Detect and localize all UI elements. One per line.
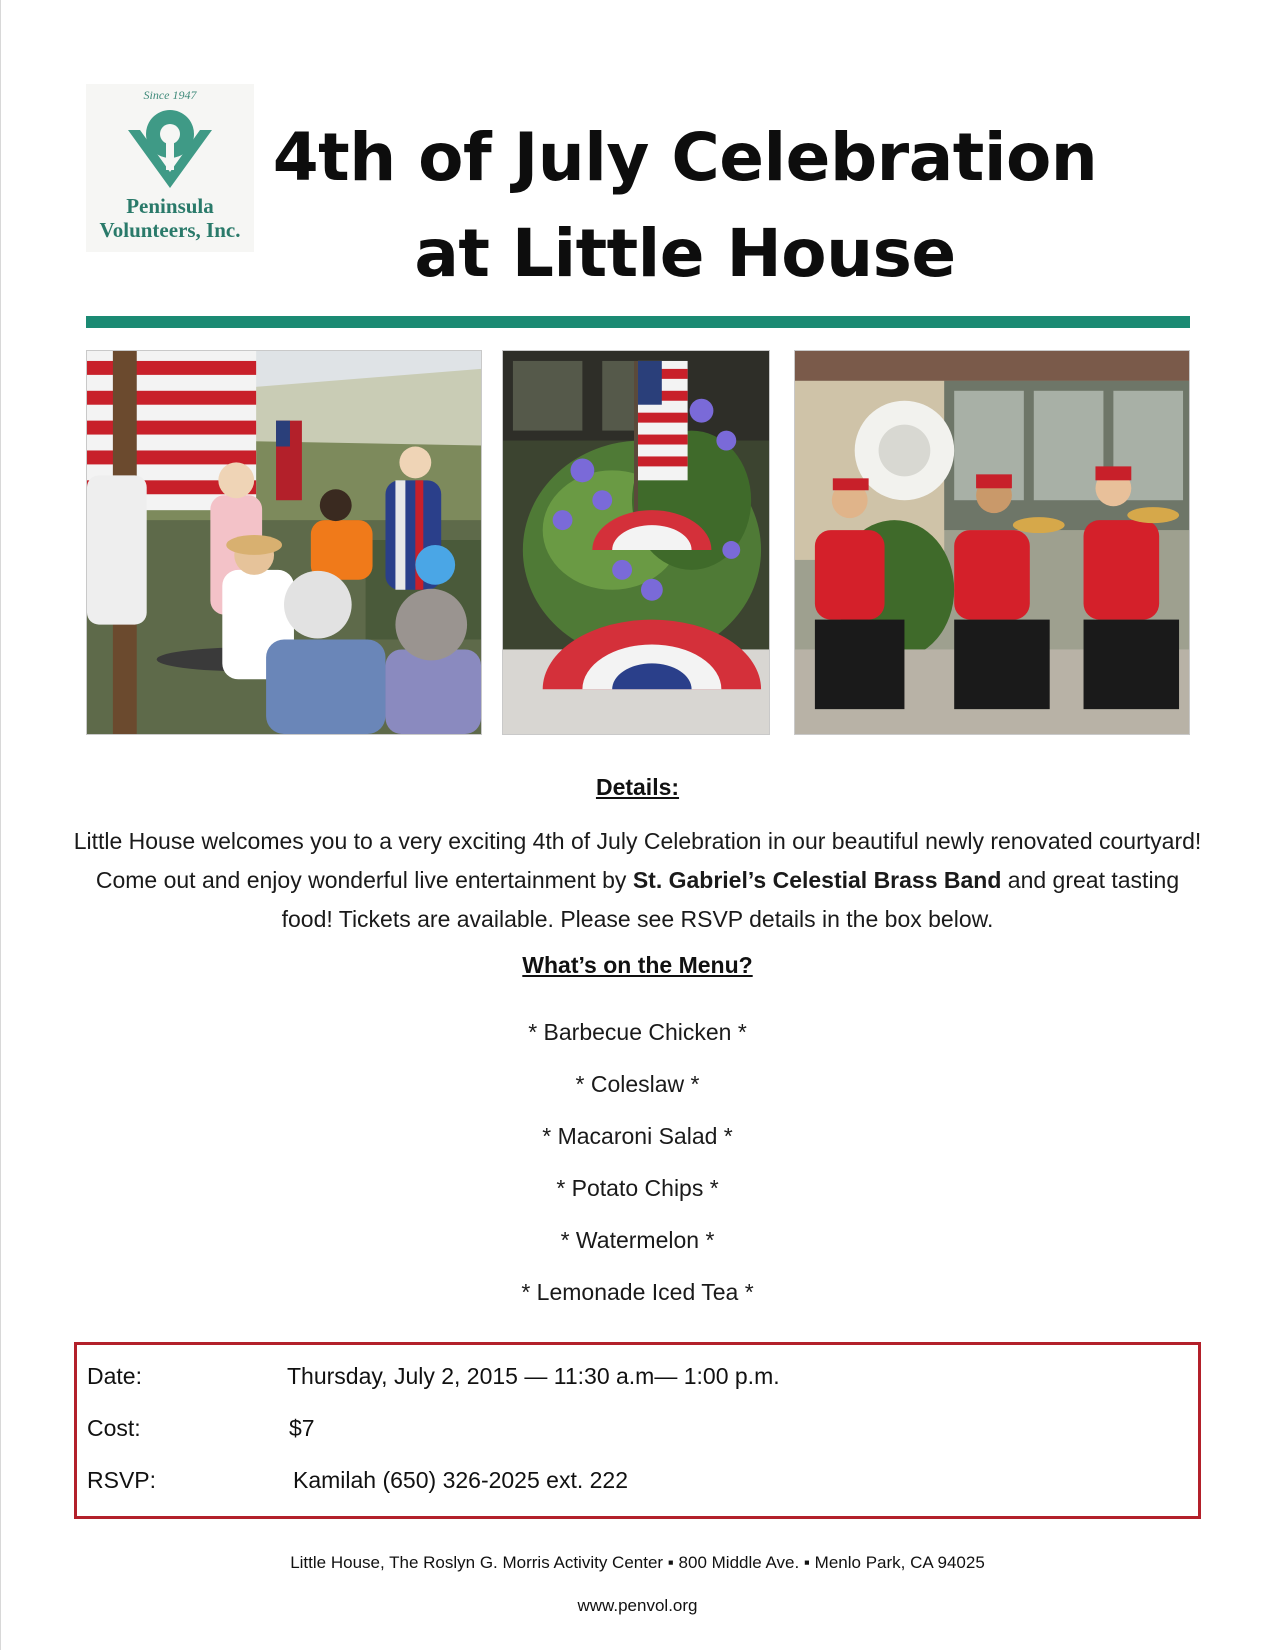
menu-item: * Macaroni Salad *	[542, 1123, 733, 1149]
event-info-box	[74, 1342, 1201, 1519]
details-text-part2: and great tasting food! Tickets are available. Please see RSVP details in the box below.	[281, 867, 1180, 932]
menu-item: * Watermelon *	[560, 1227, 715, 1253]
menu-item: * Coleslaw *	[575, 1071, 700, 1097]
page-edge	[0, 0, 1, 1650]
photo-centerpiece	[502, 350, 770, 735]
details-paragraph	[70, 822, 1205, 939]
details-heading: Details:	[595, 774, 680, 800]
cost-value: $7	[289, 1415, 315, 1441]
logo-name	[86, 194, 254, 242]
title-line1: 4th of July Celebration	[272, 119, 1098, 196]
footer-website-link[interactable]: www.penvol.org	[577, 1596, 698, 1615]
menu-item: * Lemonade Iced Tea *	[521, 1279, 754, 1305]
band-name: St. Gabriel’s Celestial Brass Band	[632, 867, 1002, 893]
photo-brass-band	[794, 350, 1190, 735]
logo-since-text: Since 1947	[143, 88, 197, 102]
menu-heading: What’s on the Menu?	[522, 952, 753, 978]
date-label: Date:	[87, 1363, 142, 1389]
rsvp-label: RSVP:	[87, 1467, 157, 1493]
logo-mark-icon	[124, 100, 216, 192]
footer-address: Little House, The Roslyn G. Morris Activity Center ▪ 800 Middle Ave. ▪ Menlo Park, CA 94025	[290, 1553, 985, 1572]
menu-list	[70, 1006, 1205, 1318]
header-divider	[86, 316, 1190, 328]
menu-item: * Potato Chips *	[556, 1175, 719, 1201]
rsvp-value: Kamilah (650) 326-2025 ext. 222	[293, 1467, 628, 1493]
date-value: Thursday, July 2, 2015 — 11:30 a.m— 1:00 p.m.	[287, 1363, 780, 1389]
details-text-part1: Little House welcomes you to a very exciting 4th of July Celebration in our beautiful newly renovated courtyard! Come out and enjoy wonderful live entertainment by	[73, 828, 1202, 893]
photo-crowd	[86, 350, 482, 735]
title-line2: at Little House	[414, 215, 956, 292]
organization-logo	[86, 84, 254, 252]
logo-name-line1: Peninsula	[126, 194, 214, 218]
logo-name-line2: Volunteers, Inc.	[99, 218, 241, 242]
menu-item: * Barbecue Chicken *	[528, 1019, 747, 1045]
cost-label: Cost:	[87, 1415, 141, 1441]
page-title	[270, 110, 1100, 302]
